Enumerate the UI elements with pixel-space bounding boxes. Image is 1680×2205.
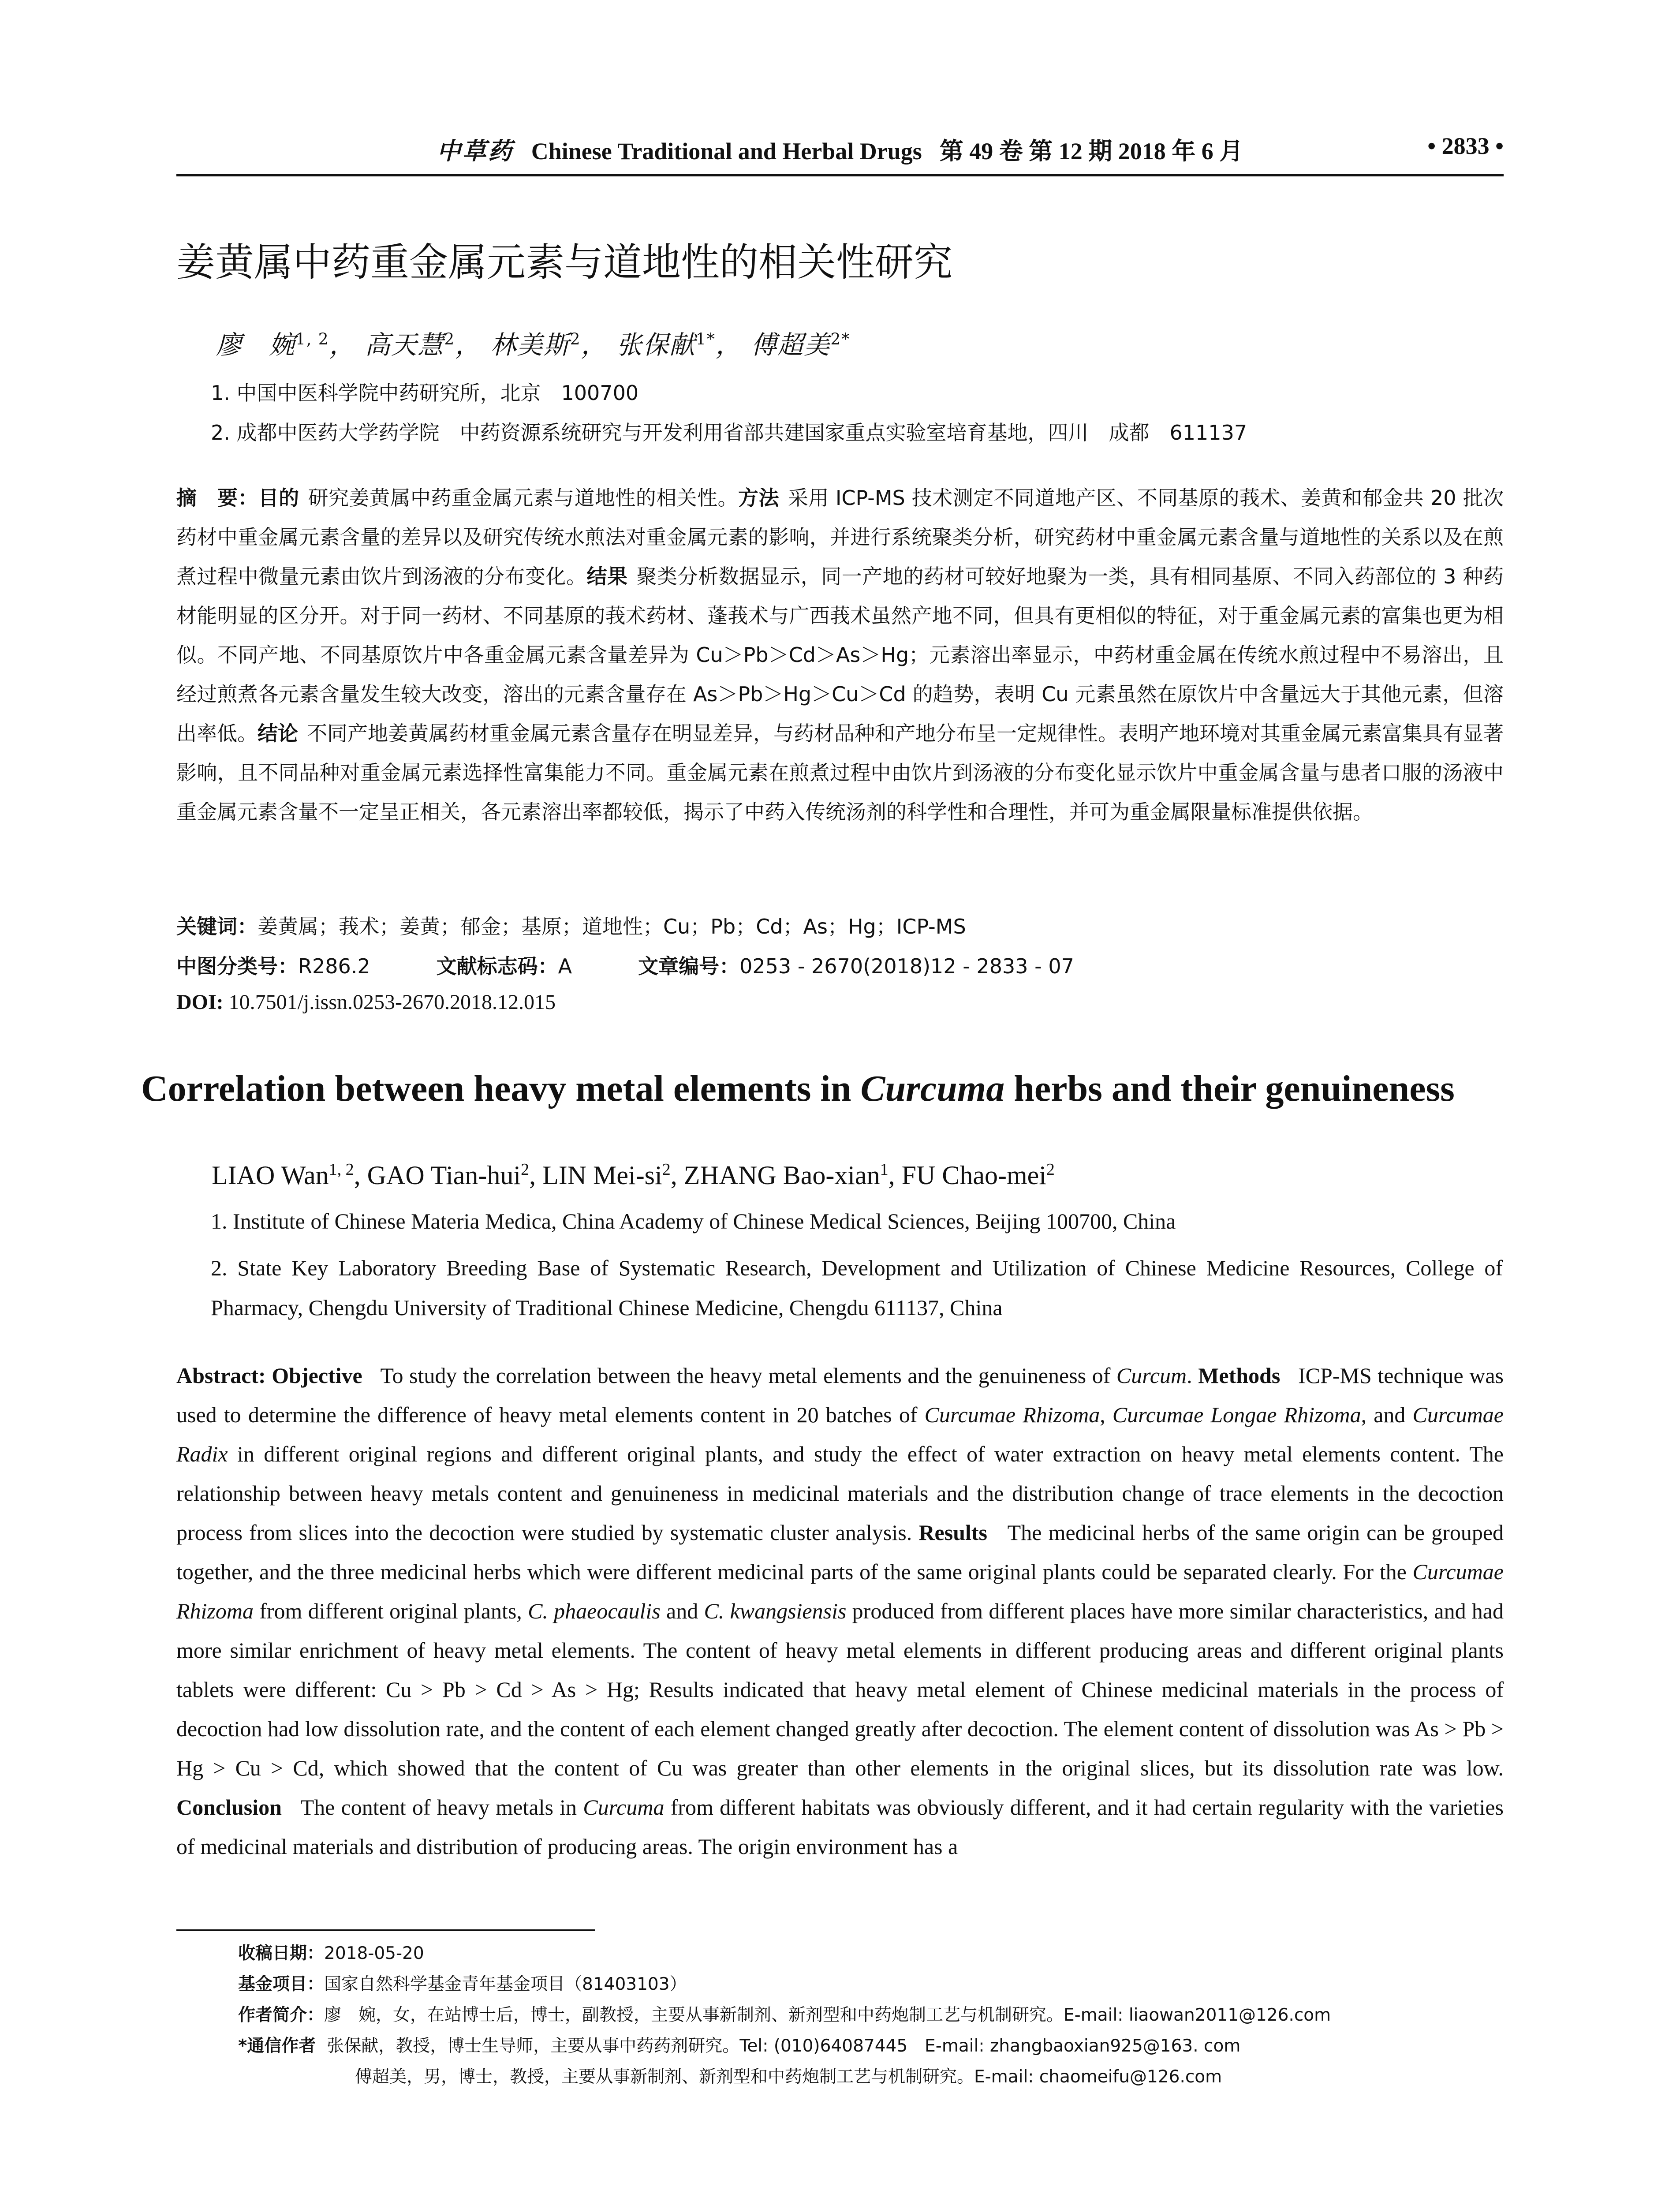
en-author: ZHANG Bao-xian$^1$, — [683, 1160, 902, 1190]
doi-link[interactable]: 10.7501/j.issn.0253-2670.2018.12.015 — [228, 990, 556, 1014]
en-objective-label: Objective — [272, 1363, 362, 1388]
cn-methods-label: 方法 — [738, 486, 779, 510]
cn-conclusion: 不同产地姜黄属药材重金属元素含量存在明显差异，与药材品种和产地分布呈一定规律性。表明产地环境对其重金属元素富集具有显著影响，且不同品种对重金属元素选择性富集能力不同。重金属元素在煎煮过程中由饮片到汤液的分布变化显示饮片中重金属含量与患者口服的汤液中重金属元素含量不一定呈正相关，各元素溶出率都较低，揭示了中药入传统汤剂的科学性和合理性，并可为重金属限量标准提供依据。 — [176, 721, 1504, 824]
cn-title: 姜黄属中药重金属元素与道地性的相关性研究 — [176, 239, 953, 285]
cn-keywords-value: 姜黄属；莪术；姜黄；郁金；基原；道地性；Cu；Pb；Cd；As；Hg；ICP-MS — [258, 915, 966, 938]
cn-classification — [176, 950, 1074, 979]
cn-affiliation-2: 2. 成都中医药大学药学院 中药资源系统研究与开发利用省部共建国家重点实验室培育基地，四川 成都 611137 — [211, 421, 1247, 445]
running-header — [176, 132, 1504, 172]
doi-line — [176, 990, 556, 1014]
issue-info: 第 49 卷 第 12 期 2018 年 6 月 — [939, 138, 1243, 164]
cn-results-label: 结果 — [586, 564, 628, 588]
cn-author: 傅超美$^{2*}$ — [751, 330, 851, 360]
en-abstract: Abstract: Objective To study the correlation between the heavy metal elements and the genuineness of Curcum. Methods ICP-MS technique was used to determine the difference of heavy metal elements content in 20 batches of Curcumae Rhizoma, Curcumae Longae Rhizoma, and Curcumae Radix in different original regions and different original plants, and study the effect of water extraction on heavy metal elements content. The relationship between heavy metals content and genuineness in medicinal materials and the distribution change of trace elements in the decoction process from slices into the decoction were studied by systematic cluster analysis. Results The medicinal herbs of the same origin can be grouped together, and the three medicinal herbs which were different medicinal parts of the same original plants could be separated clearly. For the Curcumae Rhizoma from different original plants, C. phaeocaulis and C. kwangsiensis produced from different places have more similar characteristics, and had more similar enrichment of heavy metal elements. The content of heavy metal elements in different producing areas and different original plants tablets were different: Cu > Pb > Cd > As > Hg; Results indicated that heavy metal element of Chinese medicinal materials in the process of decoction had low dissolution rate, and the content of each element changed greatly after decoction. The element content of dissolution was As > Pb > Hg > Cu > Cd, which showed that the content of Cu was greater than other elements in the original slices, but its dissolution rate was low. Conclusion The content of heavy metals in Curcuma from different habitats was obviously different, and it had certain regularity with the varieties of medicinal materials and distribution of producing areas. The origin environment has a — [176, 1363, 1504, 1859]
en-results-label: Results — [918, 1520, 988, 1545]
cn-keywords-label: 关键词： — [176, 915, 258, 938]
footnote-received: 收稿日期：2018-05-20 — [238, 1943, 424, 1963]
cn-author: 廖 婉$^{1, 2}$， — [216, 330, 356, 360]
cn-authors — [216, 324, 850, 361]
footnote-rule — [176, 1929, 595, 1931]
cn-keywords — [176, 911, 966, 940]
en-abstract-label: Abstract: — [176, 1363, 266, 1388]
journal-line — [176, 132, 1504, 166]
cn-affiliation-1: 1. 中国中医科学院中药研究所，北京 100700 — [211, 381, 639, 405]
journal-logo: 中草药 — [437, 137, 514, 165]
cn-objective: 研究姜黄属中药重金属元素与道地性的相关性。 — [308, 486, 738, 510]
footnote-fund: 基金项目：国家自然科学基金青年基金项目（81403103） — [238, 1974, 687, 1994]
en-methods-label: Methods — [1198, 1363, 1281, 1388]
cn-methods: 采用 ICP-MS 技术测定不同道地产区、不同基原的莪术、姜黄和郁金共 20 批次药材中重金属元素含量的差异以及研究传统水煎法对重金属元素的影响，并进行系统聚类分析，研究药材中重金属元素含量与道地性的关系以及在煎煮过程中微量元素由饮片到汤液的分布变化。 — [176, 486, 1504, 588]
en-conclusion-label: Conclusion — [176, 1795, 282, 1820]
en-title: Correlation between heavy metal elements in Curcuma herbs and their genuineness — [141, 1068, 1455, 1109]
cn-article-label: 文章编号： — [638, 954, 740, 978]
en-affiliation-1: 1. Institute of Chinese Materia Medica, China Academy of Chinese Medical Sciences, Beijing 100700, China — [211, 1209, 1176, 1233]
cn-author: 林美斯$^2$， — [490, 330, 608, 360]
en-authors — [212, 1160, 1055, 1191]
header-rule — [176, 174, 1504, 176]
cn-docid-value: A — [558, 954, 572, 978]
footnote-author: 作者简介：廖 婉，女，在站博士后，博士，副教授，主要从事新制剂、新剂型和中药炮制工艺与机制研究。E-mail: liaowan2011@126.com — [238, 2005, 1331, 2025]
cn-conclusion-label: 结论 — [258, 721, 298, 745]
en-author: GAO Tian-hui$^2$, — [367, 1160, 543, 1190]
journal-name: Chinese Traditional and Herbal Drugs — [531, 138, 922, 164]
cn-objective-label: 目的 — [258, 486, 299, 510]
en-author: LIN Mei-$si^2$, — [542, 1160, 684, 1190]
cn-docid-label: 文献标志码： — [436, 954, 558, 978]
page-number: • 2833 • — [1427, 133, 1504, 159]
footnote-corresponding-2: 傅超美，男，博士，教授，主要从事新制剂、新剂型和中药炮制工艺与机制研究。E-mail: chaomeifu@126.com — [355, 2067, 1222, 2087]
en-affiliation-2: 2. State Key Laboratory Breeding Base of Systematic Research, Development and Utilization of Chinese Medicine Resources, College of Pharmacy, Chengdu University of Traditional Chinese Medicine, Chengdu 611137, China — [211, 1256, 1503, 1320]
cn-abstract-label: 摘 要： — [176, 486, 258, 510]
cn-author: 高天慧$^2$， — [365, 330, 482, 360]
doi-label: DOI: — [176, 990, 224, 1014]
cn-article-value: 0253 - 2670(2018)12 - 2833 - 07 — [739, 954, 1074, 978]
cn-class-label: 中图分类号： — [176, 954, 298, 978]
footnotes — [238, 1938, 1504, 2093]
en-author: LIAO Wan$^{1, 2}$, — [212, 1160, 367, 1190]
cn-results: 聚类分析数据显示，同一产地的药材可较好地聚为一类，具有相同基原、不同入药部位的 3 种药材能明显的区分开。对于同一药材、不同基原的莪术药材、蓬莪术与广西莪术虽然产地不同，但具有更相似的特征，对于重金属元素的富集也更为相似。不同产地、不同基原饮片中各重金属元素含量差异为 Cu＞Pb＞Cd＞As＞Hg；元素溶出率显示，中药材重金属在传统水煎过程中不易溶出，且经过煎煮各元素含量发生较大改变，溶出的元素含量存在 As＞Pb＞Hg＞Cu＞Cd 的趋势，表明 Cu 元素虽然在原饮片中含量远大于其他元素，但溶出率低。 — [176, 564, 1504, 745]
footnote-corresponding: *通信作者 张保献，教授，博士生导师，主要从事中药药剂研究。Tel: (010)64087445 E-mail: zhangbaoxian925@163. com — [238, 2036, 1241, 2056]
cn-class-value: R286.2 — [298, 954, 370, 978]
en-author: FU Chao-mei$^2$ — [901, 1160, 1055, 1190]
cn-author: 张保献$^{1*}$， — [616, 330, 742, 360]
cn-abstract — [176, 478, 1504, 832]
